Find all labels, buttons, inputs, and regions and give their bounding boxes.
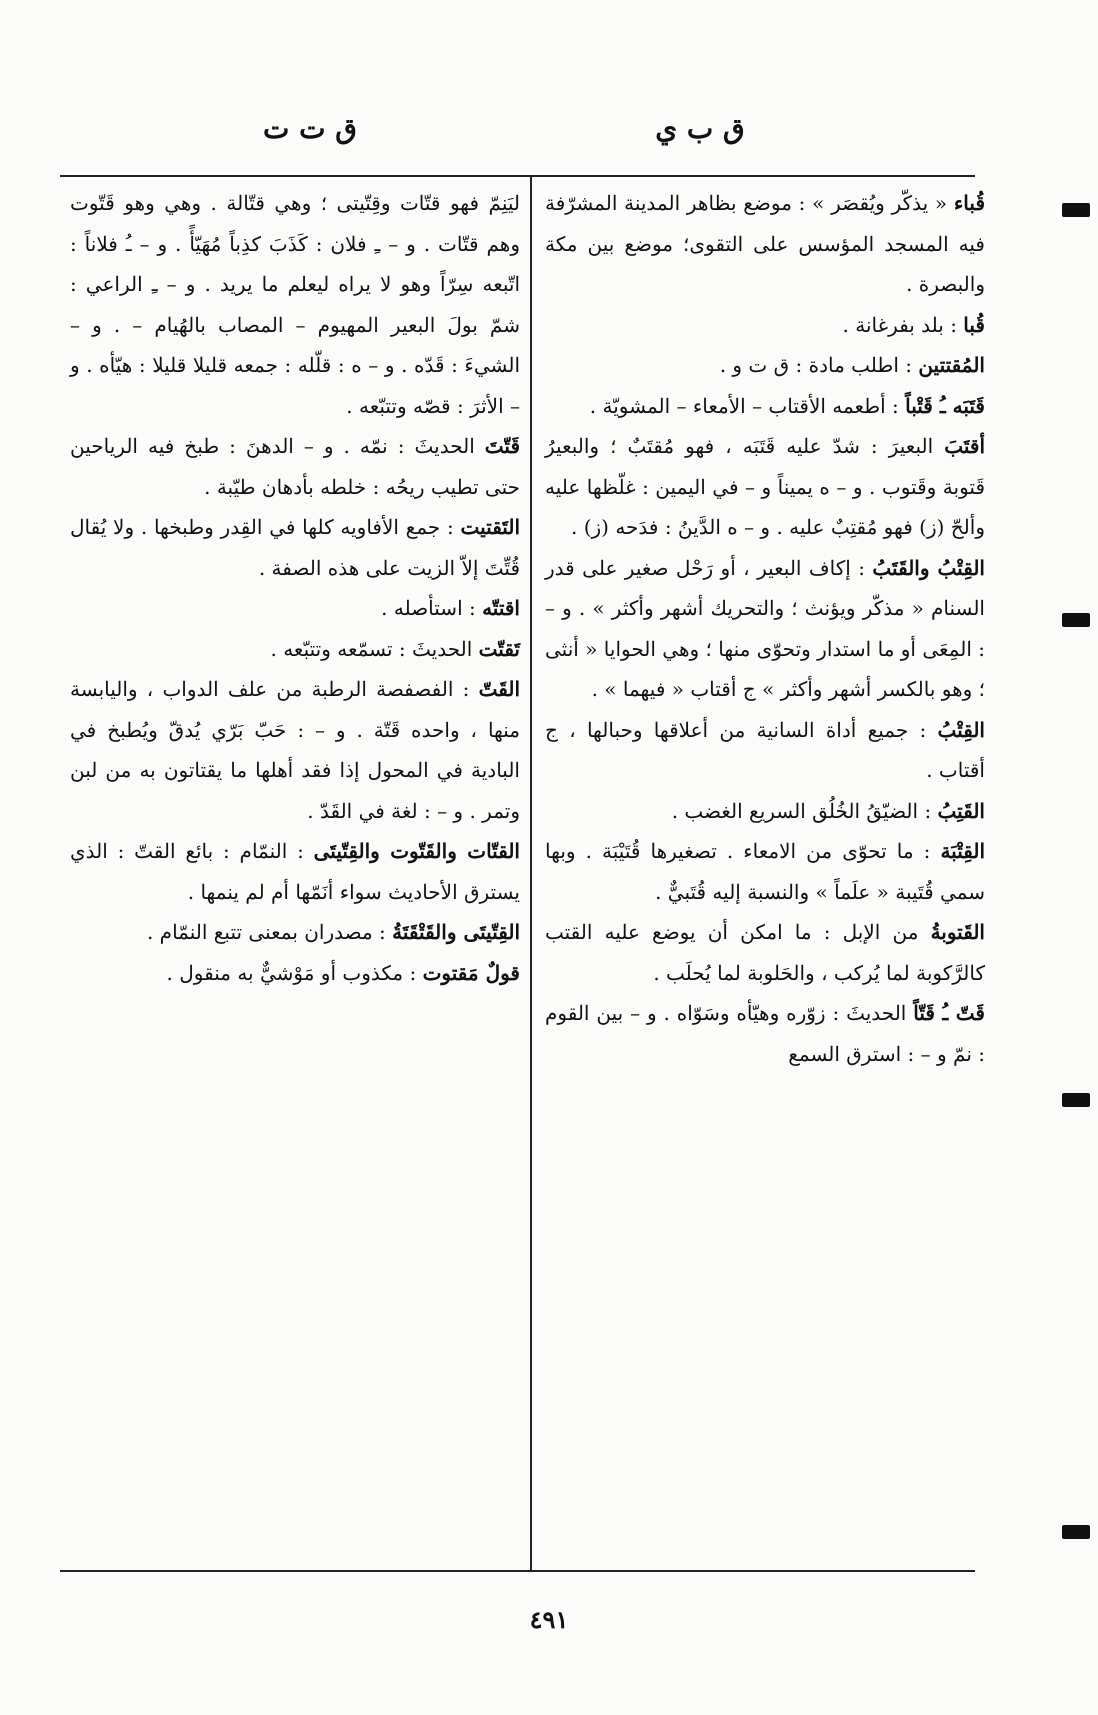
bottom-rule (60, 1570, 975, 1572)
definition: الحديثَ : تسمّعه وتتبّعه . (270, 636, 479, 661)
headword: القَتّ (478, 677, 520, 701)
headword: القَتوبةُ (930, 920, 985, 944)
definition: : بلد بفرغانة . (842, 312, 964, 337)
definition: : النمّام : بائع القتّ : الذي يسترق الأحاديث سواء أنَمّها أم لم ينمها . (70, 839, 520, 904)
definition: : اطلب مادة : ق ت و . (719, 353, 919, 377)
headword: القِتْبَة (940, 839, 985, 863)
scan-edge-mark (1062, 203, 1090, 217)
headword: المُقتتين (918, 353, 985, 377)
definition: من الإبل : ما امكن أن يوضع عليه القتب كالرَّكوبة لما يُركب ، والحَلوبة لما يُحلَب . (545, 920, 985, 985)
dictionary-entry (545, 710, 985, 791)
running-header-right: ق ب ي (655, 112, 745, 145)
dictionary-entry (545, 183, 985, 305)
dictionary-entry (70, 831, 520, 912)
headword: قُباء (953, 191, 985, 215)
dictionary-entry (545, 345, 985, 386)
dictionary-entry (70, 953, 520, 994)
running-header-left: ق ت ت (263, 112, 357, 145)
definition: : أطعمه الأقتاب – الأمعاء – المشويّة . (589, 393, 906, 418)
headword: قَتّ ـُ قَتّاً (913, 1001, 985, 1025)
headword: القَتِبُ (937, 798, 985, 823)
page-number: ٤٩١ (529, 1605, 569, 1634)
definition: : مصدران بمعنى تتبع النمّام . (146, 920, 393, 944)
scan-edge-mark (1062, 1525, 1090, 1539)
dictionary-entry (545, 791, 985, 832)
headword: تَقتّت (478, 636, 520, 661)
headword: اقتتّه (482, 596, 520, 620)
left-column (70, 183, 520, 993)
definition: : إكاف البعير ، أو رَحْل صغير على قدر السنام « مذكّر ويؤنث ؛ والتحريك أشهر وأكثر » . و – : المِعَى أو ما استدار وتحوّى منها ؛ وهي الحوايا « أنثى ؛ وهو بالكسر أشهر وأكثر » ج أقتاب « فيهما » . (545, 555, 985, 701)
right-column (545, 183, 985, 1074)
definition: « يذكّر ويُقصَر » : موضع بظاهر المدينة المشرّفة فيه المسجد المؤسس على التقوى؛ موضع بين مكة والبصرة . (545, 191, 985, 296)
dictionary-entry (70, 912, 520, 953)
dictionary-entry (70, 588, 520, 629)
dictionary-entry (545, 305, 985, 346)
definition: : ما تحوّى من الامعاء . تصغيرها قُتَيْبَة . وبها سمي قُتَيبة « علَماً » والنسبة إليه قُتَبيٌّ . (545, 839, 985, 904)
definition: : مكذوب أو مَوْشيٌّ به منقول . (166, 960, 423, 985)
headword: القِتْبُ والقَتَبُ (872, 555, 985, 580)
definition: : استأصله . (381, 596, 483, 620)
dictionary-entry (70, 669, 520, 831)
column-divider (530, 175, 532, 1570)
scan-edge-mark (1062, 613, 1090, 627)
headword: أقتَبَ (944, 434, 985, 458)
headword: القِتْبُ (937, 717, 985, 742)
headword: قَتَبَه ـُ قَتْباً (905, 393, 985, 418)
dictionary-entry (70, 426, 520, 507)
definition: : جميع أداة السانية من أعلاقها وحبالها ، ج أقتاب . (545, 717, 985, 782)
dictionary-entry (545, 912, 985, 993)
top-rule (60, 175, 975, 177)
headword: القتّات والقَتّوت والقِتّيتَى (313, 839, 520, 863)
headword: التَقتيت (460, 515, 520, 539)
headword: قُبا (963, 312, 985, 337)
definition: : جمع الأفاويه كلها في القِدر وطبخها . ولا يُقال قُتِّتَ إلاّ الزيت على هذه الصفة . (70, 515, 520, 580)
definition: البعيرَ : شدّ عليه قَتَبَه ، فهو مُقتَبٌ ؛ والبعيرُ قَتوبة وقَتوب . و – ه يميناً و – في اليمين : غلّظها عليه وألحّ (ز) فهو مُقتِبٌ عليه . و – ه الدَّينُ : فدَحه (ز) . (545, 434, 985, 539)
dictionary-entry (545, 386, 985, 427)
definition: الحديثَ : زوّره وهيّأه وسَوّاه . و – بين القوم : نمّ و – : استرق السمع (545, 1001, 985, 1066)
dictionary-entry (70, 507, 520, 588)
definition: ليَنِمّ فهو قتّات وقِتّيتى ؛ وهي قتّالة . وهي وهو قَتّوت وهم قتّات . و – ـِ فلان : كَذَبَ كذِباً مُهَيّأً . و – ـُ فلاناً : اتّبعه سِرّاً وهو لا يراه ليعلم ما يريد . و – ـِ الراعي : شمّ بولَ البعير المهيوم – المصاب بالهُيام – . و – الشيءَ : قَدّه . و – ه : قلّله : جمعه قليلا قليلا : هيّأه . و – الأثرَ : قصّه وتتبّعه . (70, 191, 520, 418)
headword: قَتّتَ (484, 434, 520, 458)
dictionary-entry (545, 993, 985, 1074)
scan-edge-mark (1062, 1093, 1090, 1107)
dictionary-entry (545, 831, 985, 912)
definition: الحديثَ : نمّه . و – الدهنَ : طبخ فيه الرياحين حتى تطيب ريحُه : خلطه بأدهان طيّبة . (70, 434, 520, 499)
definition: : الفصفصة الرطبة من علف الدواب ، واليابسة منها ، واحده قَتّة . و – : حَبّ بَرّي يُدقّ ويُطبخ في البادية في المحول إذا فقد أهلها ما يقتاتون به من لبن وتمر . و – : لغة في القَدّ . (70, 677, 520, 823)
dictionary-entry (70, 183, 520, 426)
dictionary-entry (70, 629, 520, 670)
dictionary-entry (545, 548, 985, 710)
headword: قولٌ مَقتوت (422, 960, 520, 985)
dictionary-entry (545, 426, 985, 548)
definition: : الضيّقُ الخُلُق السريع الغضب . (671, 798, 938, 823)
headword: القِتّيتَى والقَتْقَتَةُ (392, 920, 520, 944)
